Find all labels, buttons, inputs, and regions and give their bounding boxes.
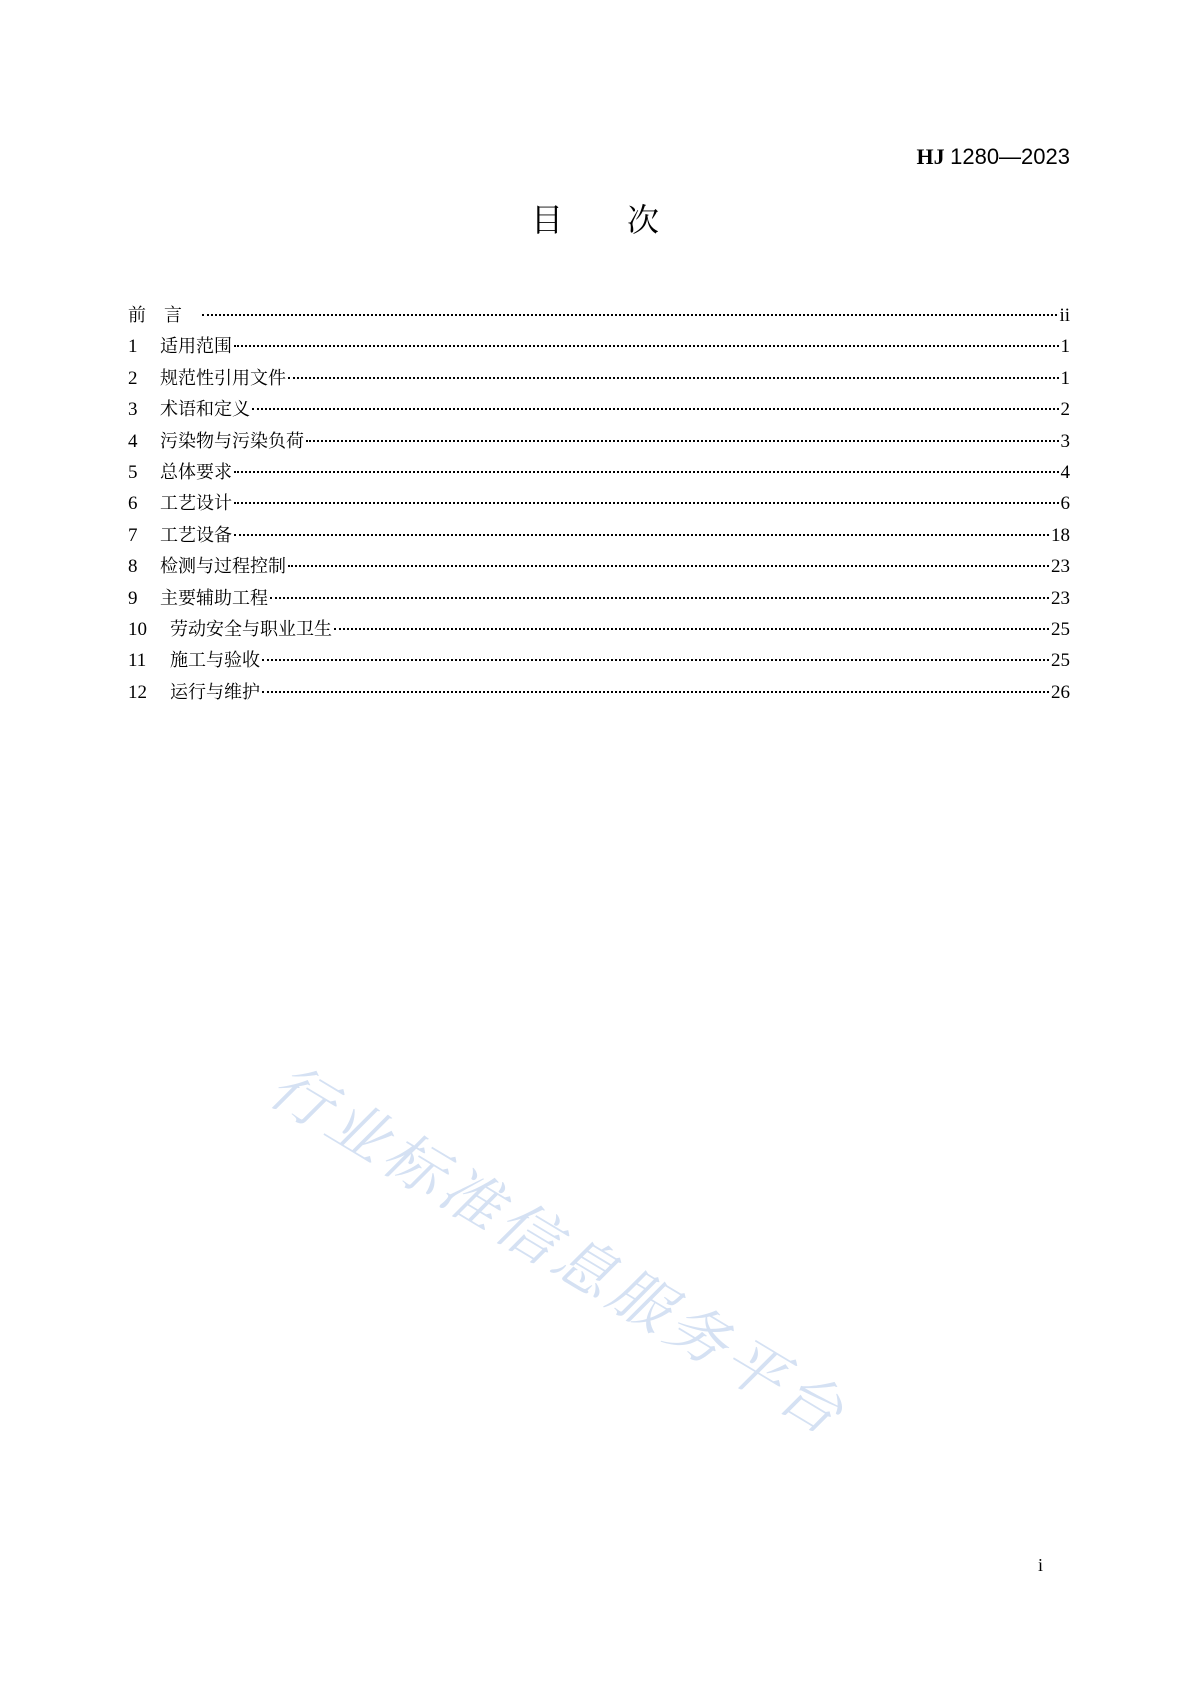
toc-entry-number: 12 (128, 681, 147, 703)
toc-entry-number: 10 (128, 618, 147, 640)
toc-entry-page: 4 (1060, 461, 1070, 483)
toc-entry-page: 1 (1060, 336, 1070, 358)
toc-entry[interactable] (128, 426, 1070, 457)
page-title: 目次 (530, 201, 723, 239)
toc-entry-page: 25 (1051, 618, 1070, 640)
toc-entry[interactable] (128, 363, 1070, 394)
toc-entry-title: 工艺设备 (160, 524, 232, 546)
toc-dot-leader (270, 597, 1049, 599)
toc-entry-page: 18 (1051, 524, 1070, 546)
watermark: 行业标准信息服务平台 (257, 1051, 860, 1452)
toc-entry[interactable] (128, 551, 1070, 582)
table-of-contents (128, 300, 1070, 708)
document-code-prefix: HJ (916, 144, 945, 169)
toc-entry[interactable] (128, 488, 1070, 519)
toc-entry-number: 9 (128, 587, 138, 609)
toc-dot-leader (234, 345, 1059, 347)
toc-entry-title: 主要辅助工程 (160, 587, 268, 609)
toc-dot-leader (234, 534, 1049, 536)
toc-entry[interactable] (128, 583, 1070, 614)
toc-entry-number: 5 (128, 461, 138, 483)
toc-entry-number: 7 (128, 524, 138, 546)
toc-entry-title: 规范性引用文件 (160, 367, 286, 389)
toc-entry-page: 1 (1060, 367, 1070, 389)
toc-entry-title: 工艺设计 (160, 493, 232, 515)
toc-entry[interactable] (128, 394, 1070, 425)
toc-entry-number: 4 (128, 430, 138, 452)
toc-dot-leader (202, 314, 1057, 316)
toc-dot-leader (234, 502, 1059, 504)
toc-entry[interactable] (128, 331, 1070, 362)
toc-entry-title: 运行与维护 (170, 681, 260, 703)
toc-entry-title: 总体要求 (160, 461, 232, 483)
toc-entry-number: 6 (128, 493, 138, 515)
page-number: i (1038, 1555, 1044, 1575)
toc-entry-number: 8 (128, 556, 138, 578)
toc-entry-title: 污染物与污染负荷 (160, 430, 304, 452)
toc-entry[interactable] (128, 520, 1070, 551)
toc-dot-leader (288, 565, 1049, 567)
toc-entry-title: 术语和定义 (160, 399, 250, 421)
toc-entry-number: 1 (128, 336, 138, 358)
toc-dot-leader (262, 691, 1049, 693)
toc-entry-title: 检测与过程控制 (160, 556, 286, 578)
toc-dot-leader (252, 408, 1059, 410)
toc-entry-page: 23 (1051, 556, 1070, 578)
toc-entry[interactable] (128, 645, 1070, 676)
toc-entry-page: 23 (1051, 587, 1070, 609)
toc-entry-title: 前言 (128, 305, 200, 326)
toc-entry[interactable] (128, 300, 1070, 331)
toc-entry-page: 25 (1051, 650, 1070, 672)
toc-dot-leader (262, 659, 1049, 661)
toc-entry[interactable] (128, 614, 1070, 645)
toc-entry-number: 3 (128, 399, 138, 421)
document-code-number: 1280—2023 (950, 144, 1070, 169)
toc-dot-leader (234, 471, 1059, 473)
toc-entry-title: 适用范围 (160, 336, 232, 358)
toc-entry-page: 3 (1060, 430, 1070, 452)
toc-entry-number: 2 (128, 367, 138, 389)
toc-entry-page: ii (1059, 305, 1070, 326)
toc-entry-title: 施工与验收 (170, 650, 260, 672)
toc-dot-leader (288, 377, 1059, 379)
toc-entry[interactable] (128, 677, 1070, 708)
toc-entry-page: 26 (1051, 681, 1070, 703)
toc-entry-page: 6 (1060, 493, 1070, 515)
toc-dot-leader (334, 628, 1049, 630)
toc-dot-leader (306, 440, 1059, 442)
toc-entry-title: 劳动安全与职业卫生 (170, 618, 332, 640)
toc-entry-number: 11 (128, 650, 147, 672)
toc-entry-page: 2 (1060, 399, 1070, 421)
toc-entry[interactable] (128, 457, 1070, 488)
document-code (916, 144, 1070, 170)
